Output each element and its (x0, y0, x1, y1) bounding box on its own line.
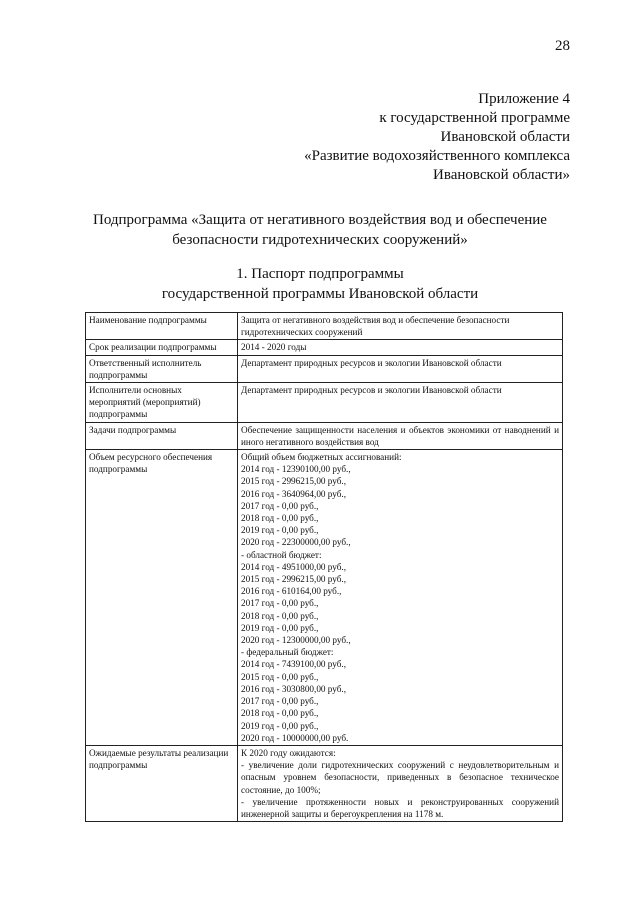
table-row (86, 340, 563, 355)
funding-line: 2018 год - 0,00 руб., (241, 513, 319, 524)
funding-line: 2017 год - 0,00 руб., (241, 598, 319, 609)
funding-line: Общий объем бюджетных ассигнований: (241, 452, 402, 463)
funding-line: 2019 год - 0,00 руб., (241, 525, 319, 536)
funding-line: - областной бюджет: (241, 549, 322, 560)
passport-table (85, 312, 563, 822)
funding-line: 2020 год - 10000000,00 руб. (241, 732, 349, 743)
table-row (86, 313, 563, 340)
funding-line: 2014 год - 7439100,00 руб., (241, 659, 347, 670)
funding-line: 2019 год - 0,00 руб., (241, 720, 319, 731)
row-label: Задачи подпрограммы (86, 422, 238, 449)
appendix-line: Ивановской области (440, 129, 570, 145)
funding-value (238, 450, 563, 746)
table-row (86, 422, 563, 449)
row-label: Наименование подпрограммы (86, 313, 238, 340)
row-value: Защита от негативного воздействия вод и обеспечение безопасности гидротехнических сооружений (238, 313, 563, 340)
funding-line: 2014 год - 12390100,00 руб., (241, 464, 351, 475)
row-label: Ожидаемые результаты реализации подпрограммы (86, 745, 238, 821)
funding-line: 2014 год - 4951000,00 руб., (241, 561, 347, 572)
table-row (86, 355, 563, 382)
funding-line: 2020 год - 12300000,00 руб., (241, 635, 351, 646)
funding-line: 2016 год - 3640964,00 руб., (241, 488, 347, 499)
funding-line: 2020 год - 22300000,00 руб., (241, 537, 351, 548)
table-row (86, 383, 563, 423)
funding-line: 2017 год - 0,00 руб., (241, 500, 319, 511)
appendix-line: к государственной программе (379, 110, 570, 126)
row-label: Срок реализации подпрограммы (86, 340, 238, 355)
row-value: Департамент природных ресурсов и экологии Ивановской области (238, 355, 563, 382)
subprogram-title-line: Подпрограмма «Защита от негативного воздействия вод и обеспечение (93, 212, 547, 228)
funding-line: 2015 год - 2996215,00 руб., (241, 476, 347, 487)
row-value: Обеспечение защищенности населения и объектов экономики от наводнений и иного негативного воздействия вод (238, 422, 563, 449)
subprogram-title-line: безопасности гидротехнических сооружений» (172, 232, 468, 248)
row-value: 2014 - 2020 годы (238, 340, 563, 355)
funding-line: 2016 год - 3030800,00 руб., (241, 683, 347, 694)
funding-line: 2015 год - 2996215,00 руб., (241, 574, 347, 585)
row-label: Исполнители основных мероприятий (мероприятий) подпрограммы (86, 383, 238, 423)
results-value (238, 745, 563, 821)
funding-line: 2019 год - 0,00 руб., (241, 622, 319, 633)
passport-title-line: 1. Паспорт подпрограммы (236, 266, 404, 282)
appendix-line: Приложение 4 (478, 91, 570, 107)
row-value: Департамент природных ресурсов и экологии Ивановской области (238, 383, 563, 423)
results-intro: К 2020 году ожидаются: (241, 747, 336, 758)
row-label: Объем ресурсного обеспечения подпрограммы (86, 450, 238, 746)
funding-line: - федеральный бюджет: (241, 647, 334, 658)
table-row (86, 450, 563, 746)
funding-line: 2017 год - 0,00 руб., (241, 696, 319, 707)
passport-title (60, 264, 580, 304)
row-label: Ответственный исполнитель подпрограммы (86, 355, 238, 382)
page-number: 28 (555, 38, 570, 54)
funding-line: 2018 год - 0,00 руб., (241, 610, 319, 621)
passport-title-line: государственной программы Ивановской области (161, 286, 479, 302)
appendix-line: «Развитие водохозяйственного комплекса (304, 148, 570, 164)
results-item: - увеличение протяженности новых и реконструированных сооружений инженерной защиты и берегоукрепления на 1178 м. (241, 796, 559, 819)
funding-line: 2015 год - 0,00 руб., (241, 671, 319, 682)
appendix-line: Ивановской области» (433, 167, 570, 183)
appendix-header (230, 90, 570, 185)
subprogram-title (60, 210, 580, 250)
results-item: - увеличение доли гидротехнических сооружений с неудовлетворительным и опасным уровнем безопасности, приведенных в безопасное техническое состояние, до 100%; (241, 760, 559, 795)
funding-line: 2018 год - 0,00 руб., (241, 708, 319, 719)
funding-line: 2016 год - 610164,00 руб., (241, 586, 342, 597)
table-row (86, 745, 563, 821)
